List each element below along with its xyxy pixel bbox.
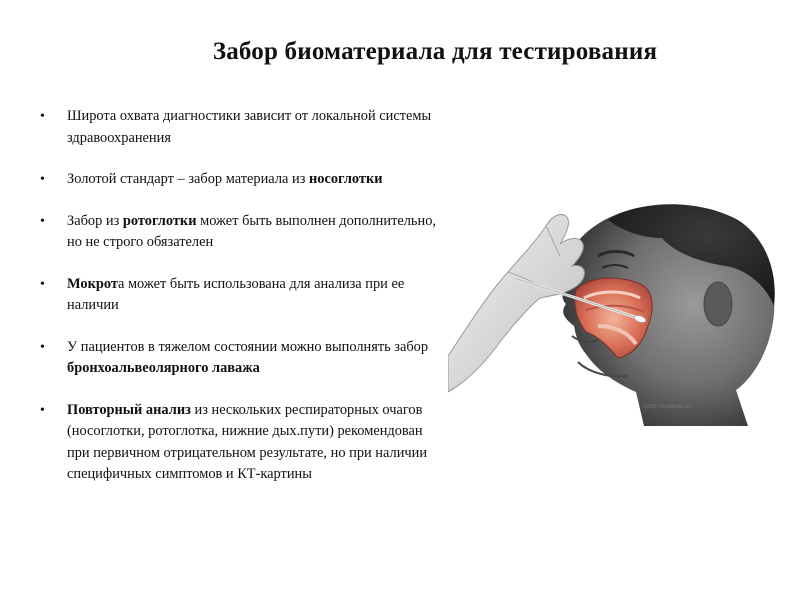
bullet-item — [40, 337, 440, 380]
bullet-item — [40, 400, 440, 486]
bullet-text: Широта охвата диагностики зависит от локальной системы здравоохранения — [67, 108, 432, 146]
bullet-text: Золотой стандарт – забор материала из — [67, 171, 309, 187]
bullet-marker: • — [40, 339, 45, 355]
bullet-item — [40, 106, 440, 149]
bullet-emphasis: Мокрот — [67, 275, 118, 292]
bullet-list — [40, 106, 440, 486]
bullet-emphasis: ротоглотки — [122, 212, 197, 229]
bullet-emphasis: бронхоальвеолярного лаважа — [67, 360, 260, 376]
slide-title: Забор биоматериала для тестирования — [212, 38, 658, 65]
bullet-text: У пациентов в тяжелом состоянии можно выполнять забор — [67, 338, 429, 355]
bullet-marker: • — [40, 172, 45, 187]
bullet-marker: • — [40, 276, 45, 292]
bullet-emphasis: носоглотки — [308, 171, 383, 187]
bullet-text: может быть выполнен дополнительно, но не строго обязателен — [67, 212, 436, 250]
bullet-marker: • — [40, 213, 45, 229]
bullet-item — [40, 274, 440, 317]
bullet-item — [40, 211, 440, 254]
gloved-hand — [448, 214, 584, 392]
bullet-emphasis: Повторный анализ — [67, 401, 191, 418]
nasopharyngeal-swab-illustration — [448, 186, 800, 426]
bullet-text: Забор из — [67, 212, 123, 229]
ear — [704, 282, 732, 326]
bullet-marker: • — [40, 402, 45, 418]
bullet-item — [40, 169, 440, 191]
bullet-text: из нескольких респираторных очагов (носоглотки, ротоглотка, нижние дых.пути) рекомендован при первичном отрицательном результате, но при наличии специфичных симптомов и КТ-картины — [67, 401, 428, 482]
bullet-text: а может быть использована для анализа при ее наличии — [67, 275, 405, 313]
image-credit: ©2020 MedMedia, Inc — [643, 404, 692, 410]
bullet-marker: • — [40, 109, 45, 124]
